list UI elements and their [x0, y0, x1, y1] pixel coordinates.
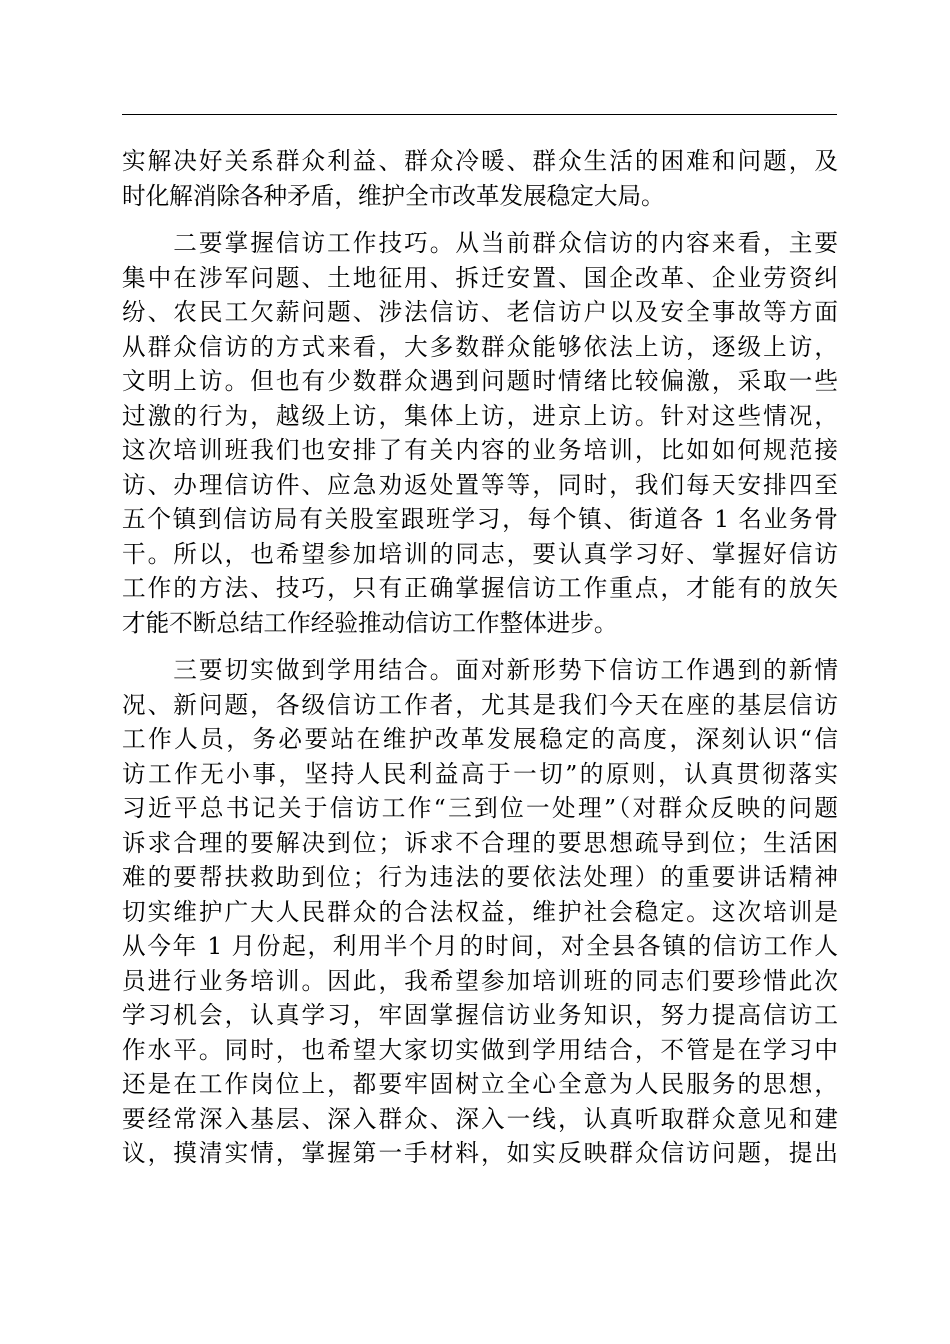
text-line: 实解决好关系群众利益、群众冷暖、群众生活的困难和问题，及 [122, 147, 838, 175]
text-line: 作水平。同时，也希望大家切实做到学用结合，不管是在学习中 [122, 1035, 838, 1064]
text-line: 工作的方法、技巧，只有正确掌握信访工作重点，才能有的放矢 [122, 574, 838, 602]
paragraph-1 [122, 144, 838, 213]
header-rule [122, 114, 837, 115]
paragraph-3 [122, 653, 838, 1171]
text-line: 五个镇到信访局有关股室跟班学习，每个镇、街道各 1 名业务骨 [122, 505, 838, 533]
text-line: 诉求合理的要解决到位；诉求不合理的要思想疏导到位；生活困 [122, 828, 838, 857]
text-line: 从群众信访的方式来看，大多数群众能够依法上访，逐级上访， [122, 332, 838, 361]
text-line: 议，摸清实情，掌握第一手材料，如实反映群众信访问题，提出 [122, 1139, 838, 1167]
text-line: 工作人员，务必要站在维护改革发展稳定的高度，深刻认识“信 [122, 725, 838, 753]
text-line: 三要切实做到学用结合。面对新形势下信访工作遇到的新情 [122, 656, 838, 684]
text-line: 二要掌握信访工作技巧。从当前群众信访的内容来看，主要 [122, 229, 838, 257]
text-line: 文明上访。但也有少数群众遇到问题时情绪比较偏激，采取一些 [122, 367, 838, 395]
text-line: 员进行业务培训。因此，我希望参加培训班的同志们要珍惜此次 [122, 966, 838, 995]
paragraph-2 [122, 226, 838, 640]
text-line: 从今年 1 月份起，利用半个月的时间，对全县各镇的信访工作人 [122, 932, 838, 960]
text-line: 这次培训班我们也安排了有关内容的业务培训，比如如何规范接 [122, 436, 838, 464]
text-line: 要经常深入基层、深入群众、深入一线，认真听取群众意见和建 [122, 1104, 838, 1133]
text-line: 还是在工作岗位上，都要牢固树立全心全意为人民服务的思想， [122, 1070, 838, 1098]
text-line: 干。所以，也希望参加培训的同志，要认真学习好、掌握好信访 [122, 539, 838, 568]
text-line: 过激的行为，越级上访，集体上访，进京上访。针对这些情况， [122, 401, 838, 430]
text-line: 集中在涉军问题、土地征用、拆迁安置、国企改革、企业劳资纠 [122, 263, 838, 292]
text-line: 访工作无小事，坚持人民利益高于一切”的原则，认真贯彻落实 [122, 759, 838, 788]
text-line: 才能不断总结工作经验推动信访工作整体进步。 [122, 608, 618, 637]
text-line: 学习机会，认真学习，牢固掌握信访业务知识，努力提高信访工 [122, 1001, 838, 1029]
text-line: 况、新问题，各级信访工作者，尤其是我们今天在座的基层信访 [122, 690, 838, 719]
text-line: 切实维护广大人民群众的合法权益，维护社会稳定。这次培训是 [122, 897, 838, 926]
text-line: 纷、农民工欠薪问题、涉法信访、老信访户以及安全事故等方面 [122, 298, 838, 326]
document-body [122, 144, 838, 1171]
text-line: 习近平总书记关于信访工作“三到位一处理”（对群众反映的问题 [122, 794, 838, 822]
text-line: 时化解消除各种矛盾，维护全市改革发展稳定大局。 [122, 181, 665, 210]
text-line: 访、办理信访件、应急劝返处置等等，同时，我们每天安排四至 [122, 470, 838, 499]
text-line: 难的要帮扶救助到位；行为违法的要依法处理）的重要讲话精神 [122, 863, 838, 891]
